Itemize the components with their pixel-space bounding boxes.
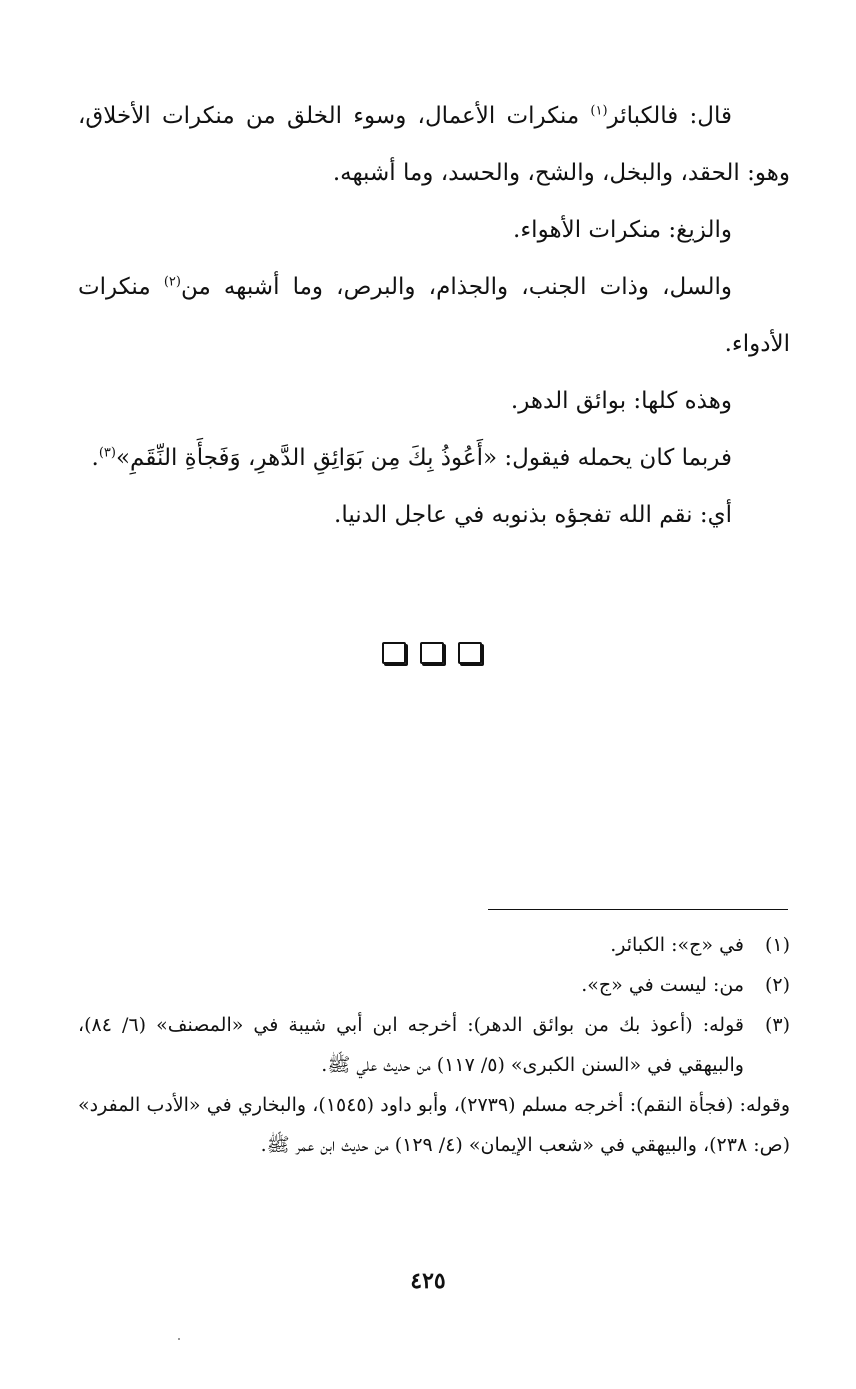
paragraph-3-start: والسل، وذات الجنب، والجذام، والبرص، وما أشبهه من bbox=[180, 274, 732, 300]
paragraph-2: والزيغ: منكرات الأهواء. bbox=[513, 217, 732, 243]
paragraph-4: وهذه كلها: بوائق الدهر. bbox=[510, 388, 732, 414]
section-separator bbox=[382, 642, 482, 668]
footnotes bbox=[78, 925, 790, 1165]
footnote-number: (٢) bbox=[764, 974, 790, 996]
footnote-ref-2[interactable]: (٢) bbox=[163, 274, 181, 290]
separator-square-icon bbox=[382, 642, 406, 664]
paragraph-3 bbox=[78, 259, 790, 373]
paragraph-6: أي: نقم الله تفجؤه بذنوبه في عاجل الدنيا. bbox=[334, 502, 732, 528]
paragraph-3-end: منكرات الأدواء. bbox=[78, 274, 790, 357]
page-number: ٤٢٥ bbox=[410, 1268, 446, 1294]
paragraph-1 bbox=[78, 88, 790, 202]
footnote-2 bbox=[78, 965, 790, 1005]
paragraph-1-start: قال: فالكبائر bbox=[607, 103, 732, 129]
footnote-3 bbox=[78, 1005, 790, 1085]
footnote-number: (٣) bbox=[764, 1014, 790, 1036]
paragraph-5 bbox=[78, 430, 790, 487]
footnote-ref-3[interactable]: (٣) bbox=[98, 445, 116, 461]
footnote-divider bbox=[488, 909, 788, 910]
footnote-1 bbox=[78, 925, 790, 965]
footnote-text: من: ليست في «ج». bbox=[581, 974, 744, 996]
footnote-number: (١) bbox=[764, 934, 790, 956]
paragraph-5-end: . bbox=[91, 445, 99, 471]
footnote-3-continuation: وقوله: (فجأة النقم): أخرجه مسلم (٢٧٣٩)، وأبو داود (١٥٤٥)، والبخاري في «الأدب المفرد» (ص: ٢٣٨)، والبيهقي في «شعب الإيمان» (٤/ ١٢٩) من حديث ابن عمر ﷺ. bbox=[78, 1094, 790, 1156]
separator-square-icon bbox=[458, 642, 482, 664]
separator-square-icon bbox=[420, 642, 444, 664]
paragraph-5-start: فربما كان يحمله فيقول: «أَعُوذُ بِكَ مِن بَوَائِقِ الدَّهرِ، وَفَجأَةِ النِّقَمِ» bbox=[115, 445, 732, 471]
paragraph-1-end: منكرات الأعمال، وسوء الخلق من منكرات الأخلاق، وهو: الحقد، والبخل، والشح، والحسد، وما أشبهه. bbox=[78, 103, 790, 186]
scan-speck bbox=[178, 1338, 180, 1340]
footnote-text: في «ج»: الكبائر. bbox=[610, 934, 744, 956]
footnote-text: قوله: (أعوذ بك من بوائق الدهر): أخرجه ابن أبي شيبة في «المصنف» (٦/ ٨٤)، والبيهقي في «السنن الكبرى» (٥/ ١١٧) من حديث علي ﷺ. bbox=[78, 1014, 744, 1076]
footnote-ref-1[interactable]: (١) bbox=[590, 103, 608, 119]
main-text bbox=[78, 88, 790, 544]
